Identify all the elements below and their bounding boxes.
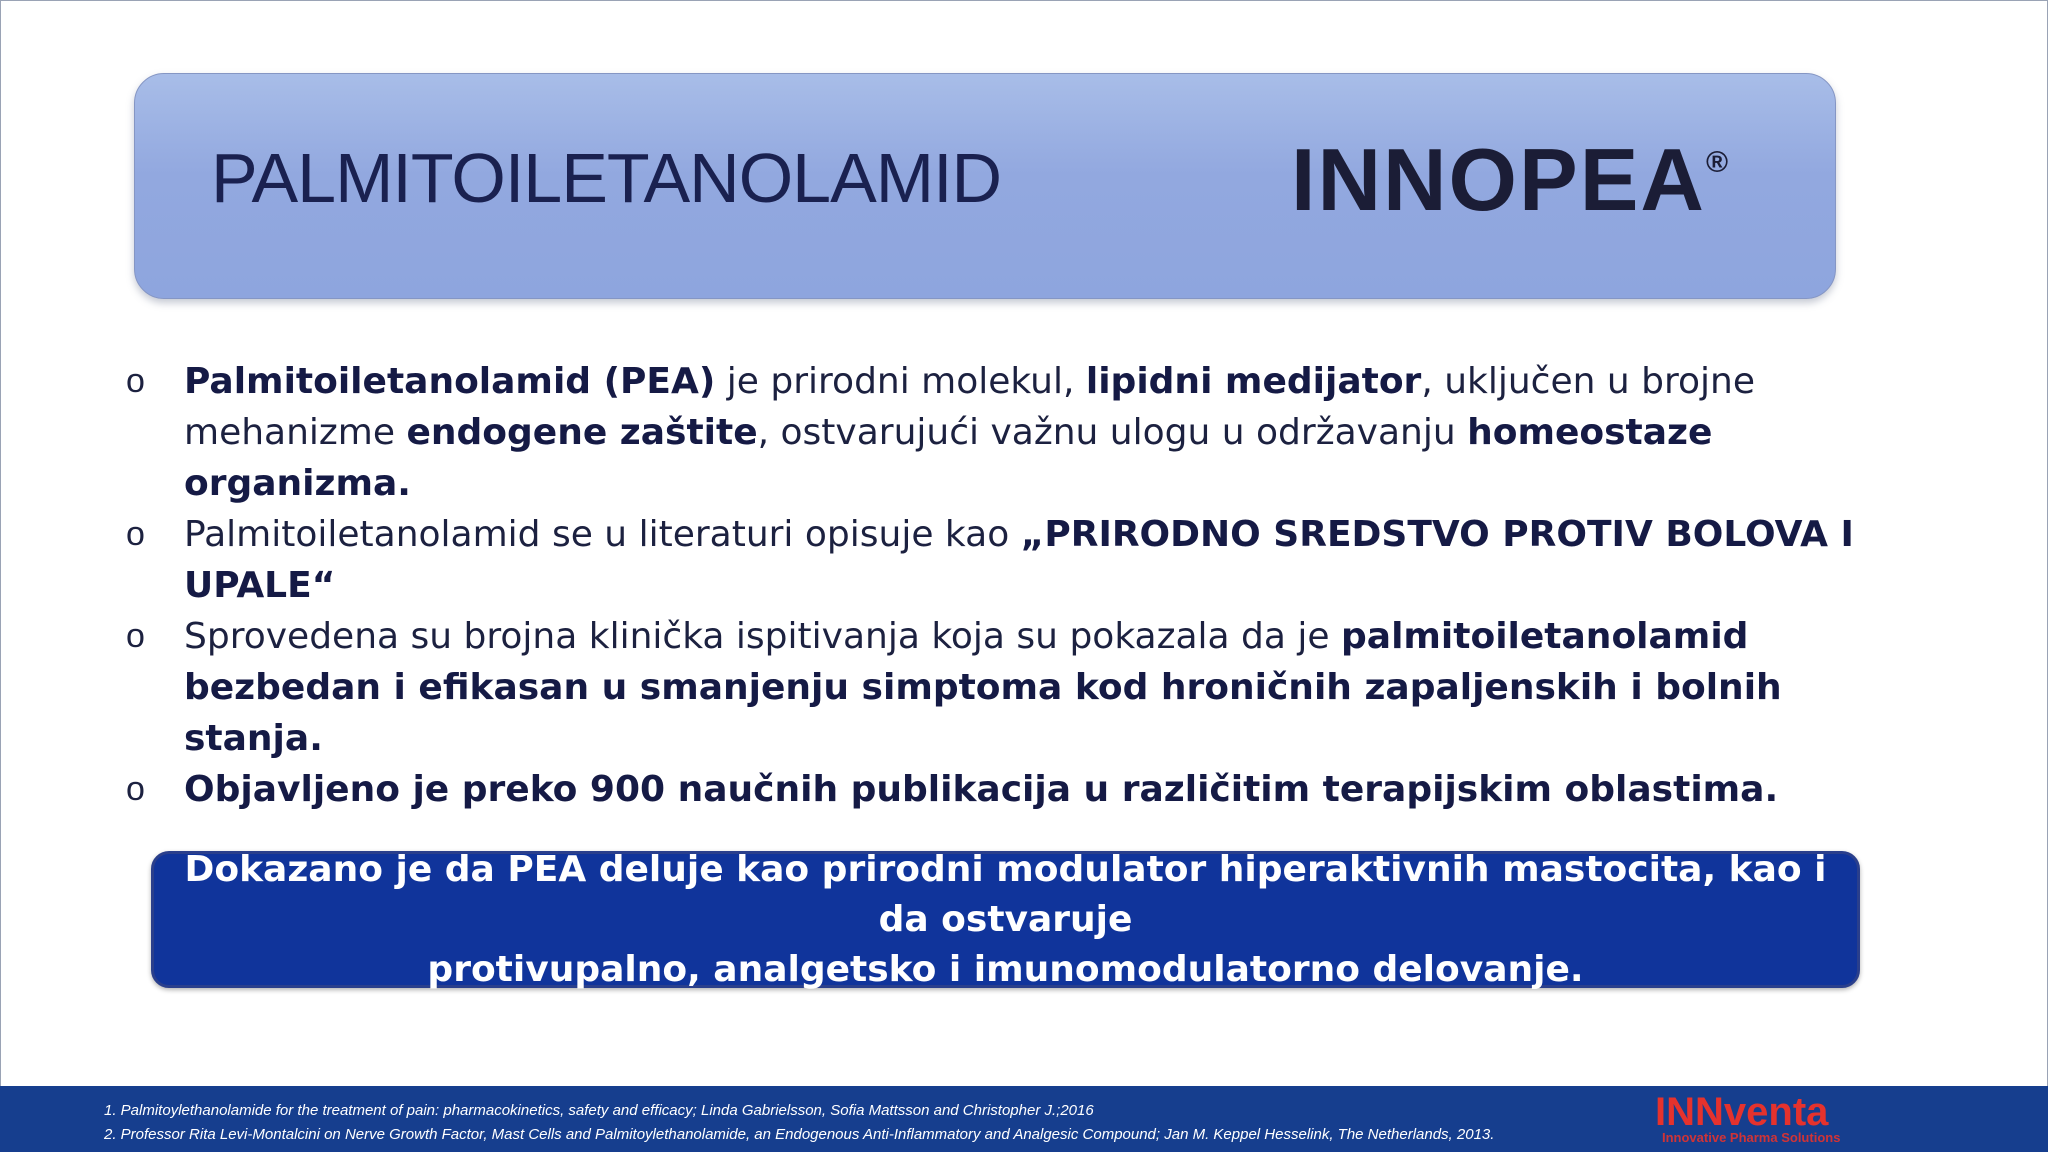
title-panel	[134, 73, 1836, 299]
bullet-text-segment: Palmitoiletanolamid se u literaturi opisuje kao	[184, 514, 1021, 555]
bullet-bold-segment: homeostaze organizma.	[184, 412, 1713, 504]
bullet-bold-segment: „PRIRODNO SREDSTVO PROTIV BOLOVA I UPALE“	[184, 514, 1854, 606]
logo-text: INNOPEA	[1291, 130, 1706, 229]
slide-title: PALMITOILETANOLAMID	[211, 139, 1002, 217]
bullet-text	[184, 611, 1884, 764]
footer-bar	[0, 1086, 2048, 1152]
bullet-text	[184, 509, 1884, 611]
bullet-text-segment: Sprovedena su brojna klinička ispitivanja koja su pokazala da je	[184, 616, 1342, 657]
bullet-bold-segment: endogene zaštite	[406, 412, 758, 453]
registered-mark: ®	[1705, 145, 1731, 179]
bullet-marker: o	[126, 617, 145, 655]
bullet-text-segment: , ostvarujući važnu ulogu u održavanju	[757, 412, 1468, 453]
bullet-bold-segment: lipidni medijator	[1085, 361, 1422, 402]
bullet-marker: o	[126, 515, 145, 553]
highlight-line-2: protivupalno, analgetsko i imunomodulatorno delovanje.	[427, 948, 1584, 990]
bullet-bold-segment: Objavljeno je preko 900 naučnih publikacija u različitim terapijskim oblastima.	[184, 769, 1779, 810]
highlight-line-1: Dokazano je da PEA deluje kao prirodni modulator hiperaktivnih mastocita, kao i da ostvaruje	[184, 848, 1827, 940]
bullet-text	[184, 356, 1884, 509]
bullet-text	[184, 764, 1884, 815]
bullet-bold-segment: palmitoiletanolamid bezbedan i efikasan u smanjenju simptoma kod hroničnih zapaljenskih i bolnih stanja.	[184, 616, 1782, 759]
innventa-logo: INNventa	[1655, 1090, 1829, 1134]
bullet-marker: o	[126, 362, 145, 400]
reference-2: 2. Professor Rita Levi-Montalcini on Nerve Growth Factor, Mast Cells and Palmitoylethanolamide, an Endogenous Anti-Inflammatory and Analgesic Compound; Jan M. Keppel Hesselink, The Netherlands, 2013.	[104, 1126, 1495, 1143]
bullet-text-segment: je prirodni molekul,	[715, 361, 1086, 402]
highlight-box	[151, 848, 1860, 990]
reference-1: 1. Palmitoylethanolamide for the treatment of pain: pharmacokinetics, safety and efficacy; Linda Gabrielsson, Sofia Mattsson and Christopher J.;2016	[104, 1102, 1094, 1119]
bullet-bold-segment: Palmitoiletanolamid (PEA)	[184, 361, 716, 402]
innventa-tagline: Innovative Pharma Solutions	[1662, 1130, 1841, 1145]
bullet-text-segment: , uključen u brojne mehanizme	[184, 361, 1755, 453]
innopea-logo	[1291, 129, 1730, 231]
bullet-marker: o	[126, 770, 145, 808]
